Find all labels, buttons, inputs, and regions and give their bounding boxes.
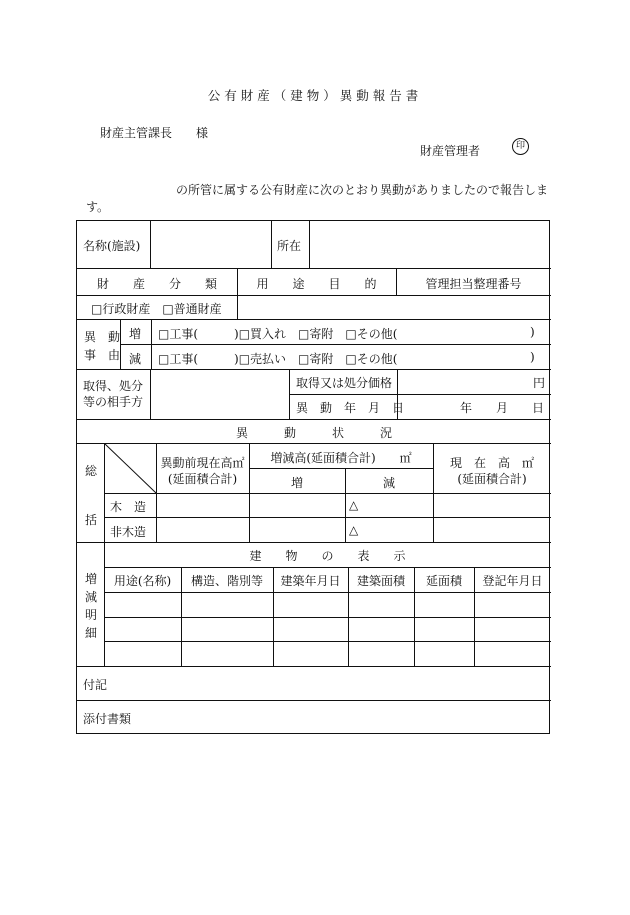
detail-label-1: 増 (85, 572, 98, 586)
status-header: 異 動 状 況 (235, 426, 392, 440)
detail-label-4: 細 (85, 626, 98, 640)
current-label-2: (延面積合計) (457, 472, 527, 486)
wood-decrease-mark: △ (349, 498, 359, 512)
date-value: 年 月 日 (460, 401, 545, 415)
col-building-area: 建築面積 (356, 574, 405, 588)
increase-mark: 増 (129, 327, 142, 341)
decrease-options: □工事( )□売払い □寄附 □その他( (158, 352, 398, 366)
manager-label: 財産管理者 (420, 144, 481, 158)
col-floor-area: 延面積 (425, 574, 462, 588)
document-title: 公有財産（建物）異動報告書 (207, 88, 423, 103)
decrease-mark: 減 (129, 352, 142, 366)
change-decrease: 減 (382, 476, 395, 490)
col-structure: 構造、階別等 (190, 574, 263, 588)
col-built-date: 建築年月日 (280, 574, 341, 588)
category-options: □行政財産 □普通財産 (91, 302, 222, 316)
decrease-close-paren: ) (530, 350, 535, 364)
detail-label-2: 減 (85, 590, 98, 604)
seal-mark: 印 (512, 138, 529, 155)
wood-label: 木 造 (110, 500, 147, 514)
addressee: 財産主管課長 様 (100, 126, 209, 140)
summary-label-1: 総 (85, 464, 98, 478)
building-header: 建 物 の 表 示 (249, 549, 406, 563)
counterparty-label-1: 取得、処分 (83, 379, 144, 393)
before-label-2: (延面積合計) (167, 472, 238, 486)
nonwood-label: 非木造 (110, 525, 147, 539)
col-registration-date: 登記年月日 (482, 574, 543, 588)
increase-close-paren: ) (530, 325, 535, 339)
before-label-1: 異動前現在高㎡ (160, 456, 245, 470)
category-header: 財 産 分 類 (96, 277, 217, 291)
name-label: 名称(施設) (83, 239, 141, 253)
col-usage: 用途(名称) (113, 574, 172, 588)
change-label: 増減高(延面積合計) ㎡ (270, 451, 412, 465)
location-label: 所在 (277, 239, 302, 253)
attachments-label: 添付書類 (83, 712, 132, 726)
price-label: 取得又は処分価格 (296, 376, 393, 390)
current-label-1: 現 在 高 ㎡ (449, 456, 534, 470)
detail-label-3: 明 (85, 608, 98, 622)
purpose-header: 用 途 目 的 (256, 277, 377, 291)
counterparty-label-2: 等の相手方 (83, 395, 144, 409)
body-text-line1: の所管に属する公有財産に次のとおり異動がありましたので報告しま (176, 183, 549, 197)
body-text-line2: す。 (86, 200, 110, 214)
summary-label-2: 括 (85, 513, 98, 527)
reason-label-1: 異 動 (84, 330, 121, 344)
change-increase: 増 (290, 476, 303, 490)
diagonal-line (104, 443, 156, 493)
reason-label-2: 事 由 (84, 348, 121, 362)
date-label: 異 動 年 月 日 (296, 401, 405, 415)
nonwood-decrease-mark: △ (349, 523, 359, 537)
notes-label: 付記 (83, 678, 108, 692)
increase-options: □工事( )□買入れ □寄附 □その他( (158, 327, 398, 341)
report-form (76, 220, 550, 734)
mgmt-number-header: 管理担当整理番号 (425, 277, 522, 291)
yen-label: 円 (533, 376, 546, 390)
